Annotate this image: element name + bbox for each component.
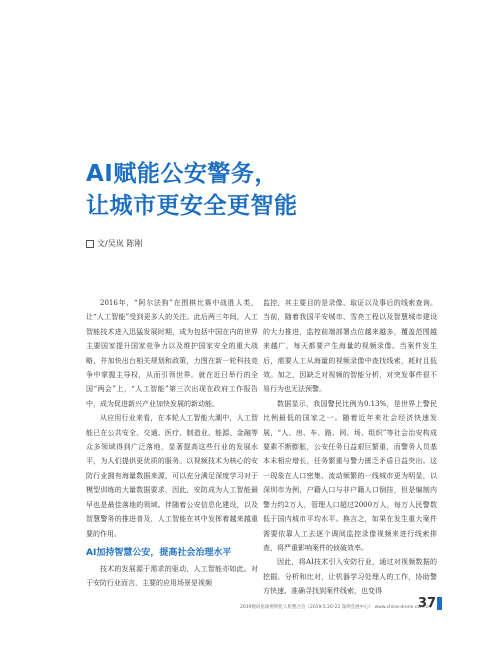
- left-column: [86, 296, 258, 591]
- paragraph: 从应用行业来看，在本轮人工智能大潮中，人工智能已在公共安全、交通、医疗、制造业、能源、金融等众多领域得到广泛落地，显著提高这些行业的发展水平，为人们提供更优质的服务。以视频技术为核心的安防行业拥有海量数据来源，可以充分满足深度学习对于模型训练的大量数据要求，因此，安防成为人工智能最早也是最佳落地的领域。伴随着公安信息化建设，以及智慧警务的推进普及，人工智能在其中发挥着越来越重要的作用。: [86, 414, 258, 538]
- paragraph: 2016年，“阿尔法狗”在围棋比赛中战胜人类，让“人工智能”受到更多人的关注。此后两三年间，人工智能技术进入迅猛发展时期，成为包括中国在内的世界主要国家提升国家竞争力以及维护国家安全的重大战略，并加快出台相关规划和政策，力图在新一轮科技竞争中掌握主导权，从而引领世界。就在近日举行的全国“两会”上，“人工智能”第三次出现在政府工作报告中，成为促进新兴产业加快发展的新动能。: [86, 299, 258, 408]
- paragraph: 数据显示，我国警民比例为0.13%，是世界上警民比例最低的国家之一。随着近年来社会经济快速发展，“人、房、车、路、网、场、组织”等社会治安构成要素不断膨胀，公安任务日益艰巨繁重，而警务人员基本未相应增长，任务繁重与警力匮乏矛盾日益突出。这一现象在人口密集、流动频繁的一线城市更为明显，以深圳市为例，户籍人口与非户籍人口倒挂，但是编制内警力约2万人，管理人口超过2000万人，每万人民警数低于国内城市平均水平。换言之，如果在发生重大案件需要依靠人工去逐个调阅监控录像视频来进行线索排查，将严重影响案件的侦破效率。: [263, 399, 437, 552]
- square-icon: [86, 240, 94, 248]
- byline-text: 文/吴岚 陈刚: [97, 239, 143, 248]
- paragraph: 因此，将AI技术引入安防行业，通过对视频数据的挖掘、分析和比对，让机器学习处理人的工作，协助警方快速、准确寻找到案件线索，也变得: [263, 558, 437, 596]
- page-footer: 2019数码星球照明化人机整合会（2019.5.20-22 深圳会展中心） www.china-drone.com.cn: [240, 605, 432, 610]
- right-column: [263, 296, 437, 599]
- article-title-line-2: 让城市更安全更智能: [86, 193, 298, 219]
- page-number: 37: [418, 596, 437, 611]
- section-heading: AI加持智慧公安，提高社会治理水平: [86, 547, 232, 558]
- paragraph: 技术的发展源于需求的驱动，人工智能亦如此。对于安防行业而言，主要的应用场景是视频: [86, 564, 258, 588]
- article-title-line-1: AI赋能公安警务，: [86, 161, 278, 187]
- article-title: [86, 158, 298, 222]
- accent-bar: [437, 597, 442, 610]
- paragraph: 监控，其主要目的是录像、取证以及事后的线索查询。当前，随着我国平安城市、雪亮工程以及智慧城市建设的大力推进，监控前端部署点位越来越多，覆盖范围越来越广，每天都要产生海量的视频录像。当案件发生后，需要人工从海量的视频录像中查找线索，耗时且低效。加之，因缺乏对视频的智能分析，对突发事件很不易行为也无法预警。: [263, 299, 437, 394]
- byline: [86, 238, 142, 249]
